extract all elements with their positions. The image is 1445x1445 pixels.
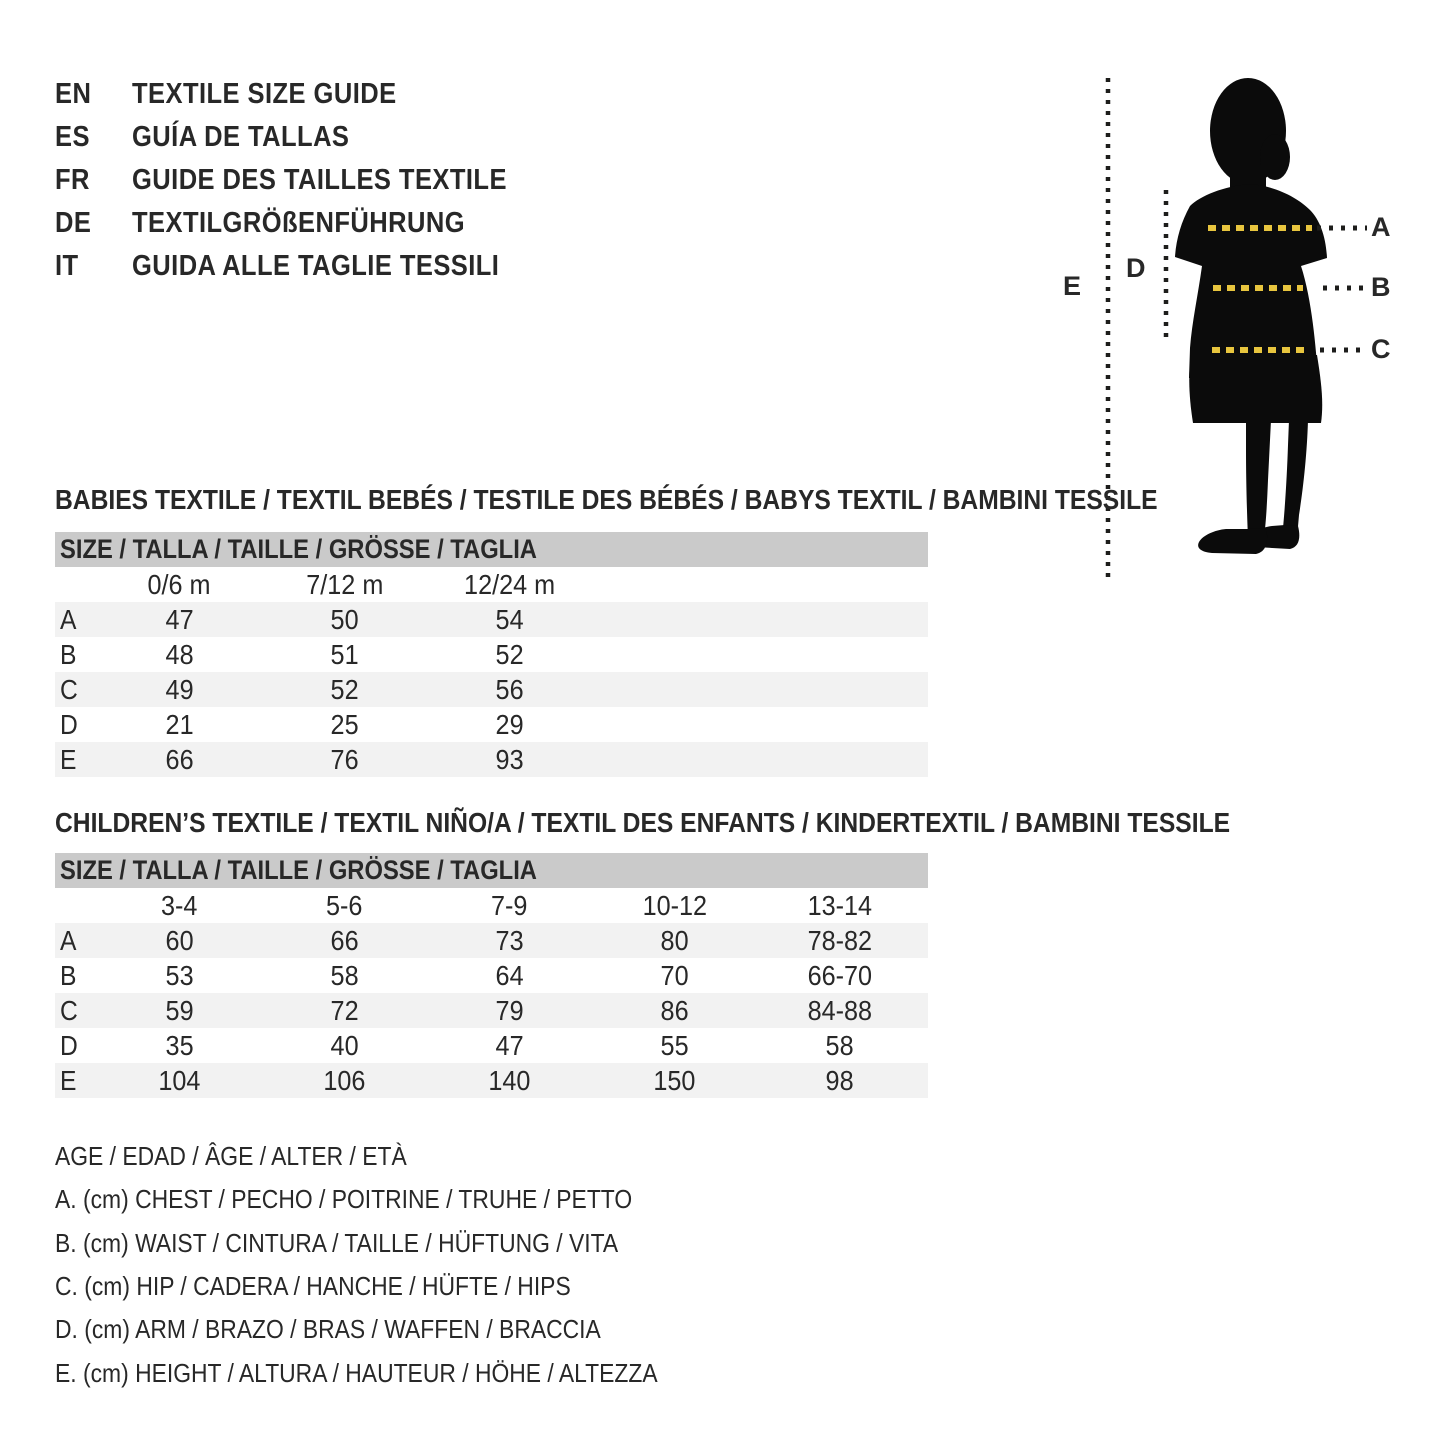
title-line-it: [55, 245, 558, 288]
cell-value: 76: [330, 743, 359, 775]
table-cell: [97, 604, 262, 636]
babies-row-A: [55, 602, 928, 637]
babies-row-E: [55, 742, 928, 777]
children-col-header-text: 5-6: [326, 889, 363, 921]
title-en: TEXTILE SIZE GUIDE: [132, 78, 397, 110]
row-label: [55, 639, 97, 671]
label-C-hip: C: [1371, 334, 1391, 364]
babies-col-header: [97, 569, 262, 601]
silhouette-shorts: [1189, 355, 1322, 423]
table-cell: [97, 674, 262, 706]
children-size-header-label: SIZE / TALLA / TAILLE / GRÖSSE / TAGLIA: [60, 855, 537, 885]
cell-value: 106: [323, 1064, 366, 1096]
children-section-title: [55, 805, 1390, 840]
babies-section-title-text: BABIES TEXTILE / TEXTIL BEBÉS / TESTILE DES BÉBÉS / BABYS TEXTIL / BAMBINI TESSILE: [55, 483, 1158, 515]
children-column-header-row: [55, 888, 928, 923]
children-row-D: [55, 1028, 928, 1063]
row-label-text: E: [60, 1064, 77, 1096]
table-cell: [427, 674, 592, 706]
table-cell: [97, 1030, 262, 1062]
cell-value: 29: [495, 708, 524, 740]
cell-value: 52: [330, 673, 359, 705]
table-cell: [262, 925, 427, 957]
children-col-header: [757, 890, 922, 922]
table-cell: [592, 995, 757, 1027]
cell-value: 86: [660, 994, 689, 1026]
babies-row-D: [55, 707, 928, 742]
cell-value: 93: [495, 743, 524, 775]
table-cell: [592, 925, 757, 957]
children-col-header-text: 13-14: [807, 889, 872, 921]
table-cell: [757, 1030, 922, 1062]
table-cell: [262, 639, 427, 671]
children-col-header: [97, 890, 262, 922]
babies-col-header: [262, 569, 427, 601]
silhouette-shirt: [1175, 184, 1327, 378]
children-size-header-bar: [55, 853, 928, 888]
cell-value: 47: [165, 603, 194, 635]
children-col-header: [427, 890, 592, 922]
babies-size-header-label: SIZE / TALLA / TAILLE / GRÖSSE / TAGLIA: [60, 534, 537, 564]
table-cell: [427, 639, 592, 671]
babies-row-B: [55, 637, 928, 672]
legend-waist: [55, 1222, 740, 1265]
row-label-text: C: [60, 673, 78, 705]
cell-value: 73: [495, 924, 524, 956]
lang-code-en: EN: [55, 78, 92, 110]
row-label: [55, 744, 97, 776]
title-fr: GUIDE DES TAILLES TEXTILE: [132, 164, 507, 196]
children-size-table: [55, 853, 928, 1098]
cell-value: 47: [495, 1029, 524, 1061]
table-cell: [97, 639, 262, 671]
row-label-text: D: [60, 708, 78, 740]
table-cell: [262, 709, 427, 741]
row-label-text: D: [60, 1029, 78, 1061]
table-cell: [262, 960, 427, 992]
legend-chest: [55, 1178, 740, 1221]
cell-value: 55: [660, 1029, 689, 1061]
children-row-B: [55, 958, 928, 993]
cell-value: 35: [165, 1029, 194, 1061]
title-line-fr: [55, 159, 558, 202]
cell-value: 21: [165, 708, 194, 740]
row-label-text: C: [60, 994, 78, 1026]
title-es: GUÍA DE TALLAS: [132, 121, 350, 153]
row-label-text: B: [60, 959, 77, 991]
row-label: [55, 604, 97, 636]
cell-value: 80: [660, 924, 689, 956]
table-cell: [427, 604, 592, 636]
cell-value: 98: [825, 1064, 854, 1096]
table-cell: [427, 744, 592, 776]
cell-value: 66: [330, 924, 359, 956]
lang-code-es: ES: [55, 121, 90, 153]
legend-age: [55, 1135, 740, 1178]
cell-value: 79: [495, 994, 524, 1026]
cell-value: 70: [660, 959, 689, 991]
babies-size-header-bar: [55, 532, 928, 567]
cell-value: 72: [330, 994, 359, 1026]
table-cell: [97, 995, 262, 1027]
row-label-text: A: [60, 603, 77, 635]
cell-value: 104: [158, 1064, 201, 1096]
table-cell: [427, 960, 592, 992]
children-section-title-text: CHILDREN’S TEXTILE / TEXTIL NIÑO/A / TEXTIL DES ENFANTS / KINDERTEXTIL / BAMBINI TESSILE: [55, 806, 1231, 838]
lang-code-it: IT: [55, 250, 79, 282]
silhouette-right-leg: [1282, 420, 1308, 538]
babies-col-header-text: 7/12 m: [305, 568, 384, 600]
children-col-header-text: 3-4: [161, 889, 198, 921]
children-col-header: [262, 890, 427, 922]
lang-code-fr: FR: [55, 164, 90, 196]
babies-col-header-text: 0/6 m: [147, 568, 212, 600]
row-label: [55, 1030, 97, 1062]
title-line-de: [55, 202, 558, 245]
babies-row-C: [55, 672, 928, 707]
measurement-diagram: [1045, 60, 1445, 600]
cell-value: 66: [165, 743, 194, 775]
row-label: [55, 925, 97, 957]
table-cell: [427, 925, 592, 957]
cell-value: 140: [488, 1064, 531, 1096]
table-cell: [97, 744, 262, 776]
label-A-chest: A: [1371, 212, 1391, 242]
row-label-text: A: [60, 924, 77, 956]
cell-value: 58: [825, 1029, 854, 1061]
table-cell: [97, 1065, 262, 1097]
legend-arm: [55, 1308, 740, 1351]
lang-code-de: DE: [55, 207, 92, 239]
children-col-header-text: 7-9: [491, 889, 528, 921]
cell-value: 49: [165, 673, 194, 705]
children-col-header: [592, 890, 757, 922]
cell-value: 48: [165, 638, 194, 670]
row-label-text: B: [60, 638, 77, 670]
title-line-en: [55, 73, 558, 116]
table-cell: [97, 925, 262, 957]
cell-value: 56: [495, 673, 524, 705]
legend-height-text: E. (cm) HEIGHT / ALTURA / HAUTEUR / HÖHE / ALTEZZA: [55, 1357, 658, 1388]
cell-value: 84-88: [807, 994, 872, 1026]
label-D-arm: D: [1126, 253, 1146, 283]
legend-waist-text: B. (cm) WAIST / CINTURA / TAILLE / HÜFTUNG / VITA: [55, 1227, 619, 1258]
language-title-block: [55, 73, 558, 288]
cell-value: 54: [495, 603, 524, 635]
cell-value: 50: [330, 603, 359, 635]
legend-hip-text: C. (cm) HIP / CADERA / HANCHE / HÜFTE / HIPS: [55, 1271, 571, 1302]
cell-value: 52: [495, 638, 524, 670]
silhouette-left-shoe: [1198, 528, 1267, 554]
table-cell: [97, 960, 262, 992]
table-cell: [427, 709, 592, 741]
table-cell: [262, 1030, 427, 1062]
row-label-text: E: [60, 743, 77, 775]
children-col-header-text: 10-12: [642, 889, 707, 921]
children-row-C: [55, 993, 928, 1028]
table-cell: [262, 744, 427, 776]
legend-age-text: AGE / EDAD / ÂGE / ALTER / ETÀ: [55, 1141, 407, 1172]
babies-col-header-text: 12/24 m: [463, 568, 556, 600]
label-B-waist: B: [1371, 272, 1391, 302]
measurement-legend: [55, 1135, 740, 1395]
row-label: [55, 960, 97, 992]
table-cell: [262, 674, 427, 706]
cell-value: 150: [653, 1064, 696, 1096]
cell-value: 78-82: [807, 924, 872, 956]
cell-value: 25: [330, 708, 359, 740]
babies-section-title: [55, 482, 1308, 517]
table-cell: [757, 995, 922, 1027]
row-label: [55, 674, 97, 706]
title-de: TEXTILGRÖßENFÜHRUNG: [132, 207, 466, 239]
table-cell: [757, 960, 922, 992]
babies-column-header-row: [55, 567, 928, 602]
cell-value: 58: [330, 959, 359, 991]
table-cell: [262, 1065, 427, 1097]
legend-chest-text: A. (cm) CHEST / PECHO / POITRINE / TRUHE / PETTO: [55, 1184, 633, 1215]
cell-value: 53: [165, 959, 194, 991]
legend-height: [55, 1351, 740, 1394]
silhouette-left-leg: [1246, 420, 1271, 538]
table-cell: [262, 604, 427, 636]
cell-value: 66-70: [807, 959, 872, 991]
table-cell: [97, 709, 262, 741]
row-label: [55, 709, 97, 741]
table-cell: [262, 995, 427, 1027]
cell-value: 59: [165, 994, 194, 1026]
title-it: GUIDA ALLE TAGLIE TESSILI: [132, 250, 500, 282]
cell-value: 60: [165, 924, 194, 956]
table-cell: [427, 1030, 592, 1062]
row-label: [55, 1065, 97, 1097]
children-row-A: [55, 923, 928, 958]
legend-arm-text: D. (cm) ARM / BRAZO / BRAS / WAFFEN / BRACCIA: [55, 1314, 601, 1345]
label-E-height: E: [1063, 271, 1082, 301]
cell-value: 40: [330, 1029, 359, 1061]
table-cell: [592, 960, 757, 992]
cell-value: 64: [495, 959, 524, 991]
babies-col-header: [427, 569, 592, 601]
table-cell: [427, 995, 592, 1027]
table-cell: [592, 1030, 757, 1062]
table-cell: [592, 1065, 757, 1097]
table-cell: [427, 1065, 592, 1097]
legend-hip: [55, 1265, 740, 1308]
title-line-es: [55, 116, 558, 159]
cell-value: 51: [330, 638, 359, 670]
babies-size-table: [55, 532, 928, 777]
children-row-E: [55, 1063, 928, 1098]
row-label: [55, 995, 97, 1027]
table-cell: [757, 1065, 922, 1097]
table-cell: [757, 925, 922, 957]
